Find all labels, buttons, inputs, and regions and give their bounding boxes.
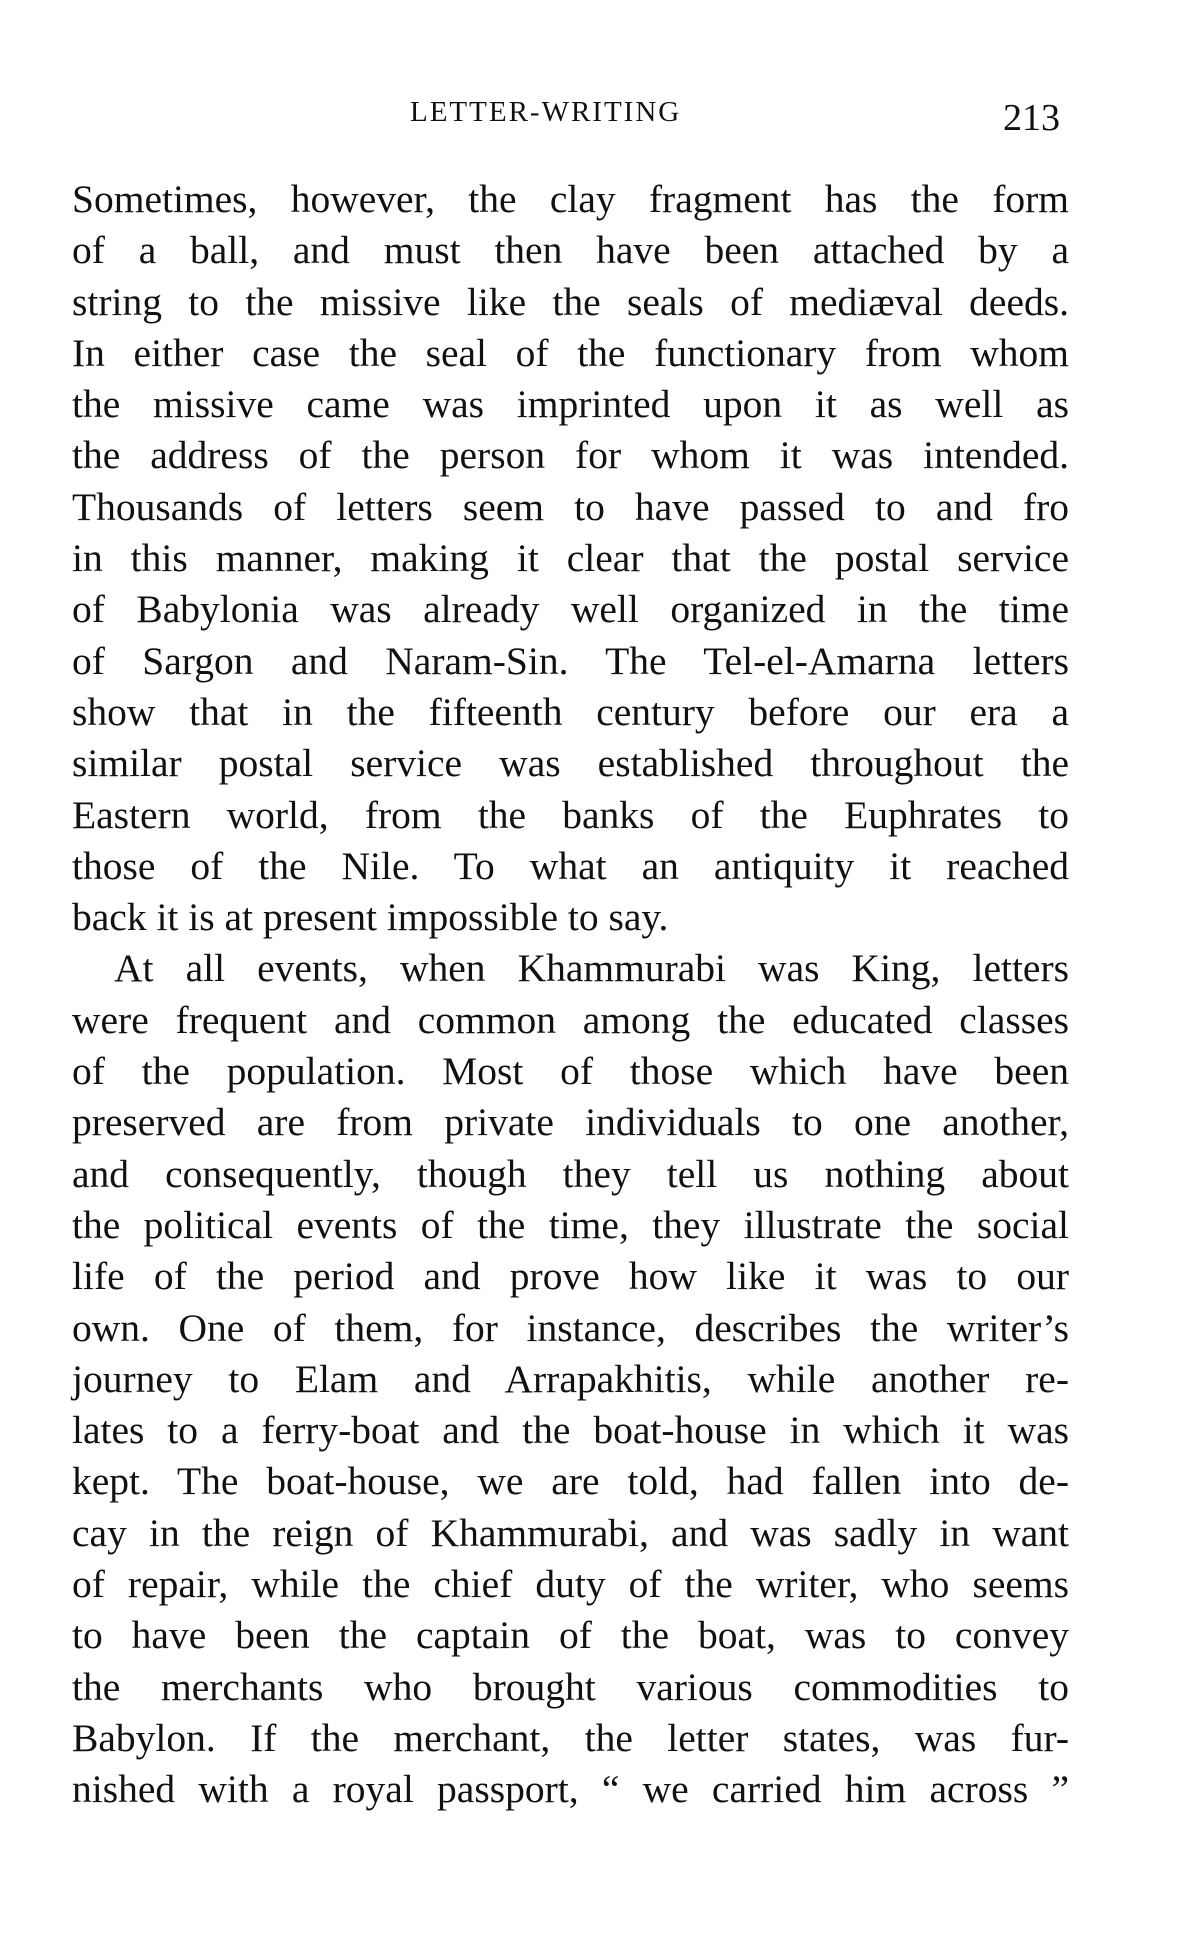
text-line: of Sargon and Naram-Sin. The Tel-el-Amarna letters [72,638,1069,683]
text-line: cay in the reign of Khammurabi, and was sadly in want [72,1510,1069,1555]
text-line: in this manner, making it clear that the postal service [72,536,1069,581]
text-line: Sometimes, however, the clay fragment has the form [72,177,1069,221]
text-line: At all events, when Khammurabi was King, letters [114,946,1069,991]
text-line: journey to Elam and Arrapakhitis, while another re- [72,1356,1069,1401]
text-line: lates to a ferry-boat and the boat-house in which it was [72,1408,1069,1453]
text-line: kept. The boat-house, we are told, had fallen into de- [72,1459,1069,1504]
text-line: Eastern world, from the banks of the Euphrates to [72,792,1069,837]
text-line: string to the missive like the seals of mediæval deeds. [72,279,1069,324]
running-head [0,92,1179,139]
text-line: own. One of them, for instance, describes the writer’s [72,1305,1069,1350]
text-line: of the population. Most of those which have been [72,1049,1069,1094]
text-line: In either case the seal of the functionary from whom [72,330,1069,375]
text-line: of a ball, and must then have been attached by a [72,228,1069,273]
page-number: 213 [1003,97,1060,139]
body-text [72,174,1069,1816]
text-line: the political events of the time, they illustrate the social [72,1202,1069,1247]
text-line: life of the period and prove how like it was to our [72,1254,1069,1299]
text-line: of Babylonia was already well organized in the time [72,587,1069,632]
text-line: back it is at present impossible to say. [72,895,669,940]
text-line: the merchants who brought various commodities to [72,1664,1069,1709]
text-line: and consequently, though they tell us nothing about [72,1151,1069,1196]
text-line: preserved are from private individuals to one another, [72,1100,1069,1145]
text-line: of repair, while the chief duty of the writer, who seems [72,1562,1069,1607]
text-line: show that in the fifteenth century before our era a [72,689,1069,734]
text-line: Babylon. If the merchant, the letter states, was fur- [72,1715,1069,1760]
text-line: nished with a royal passport, “ we carried him across ” [72,1767,1069,1812]
text-line: the address of the person for whom it was intended. [72,433,1069,478]
text-line: the missive came was imprinted upon it as well as [72,382,1069,427]
text-line: to have been the captain of the boat, was to convey [72,1613,1069,1658]
text-line: Thousands of letters seem to have passed to and fro [72,484,1069,529]
text-line: those of the Nile. To what an antiquity it reached [72,843,1069,888]
running-title: LETTER-WRITING [410,96,682,128]
text-line: were frequent and common among the educated classes [72,997,1069,1042]
text-line: similar postal service was established throughout the [72,741,1069,786]
